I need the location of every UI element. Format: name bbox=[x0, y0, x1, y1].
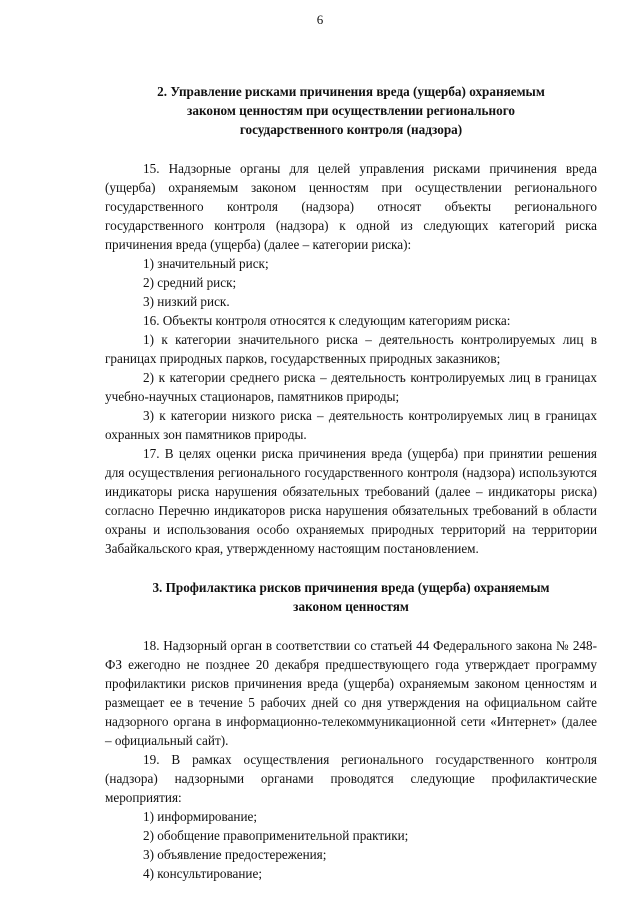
list-item: 3) низкий риск. bbox=[143, 294, 230, 309]
paragraph-18: 18. Надзорный орган в соответствии со статьей 44 Федерального закона № 248-ФЗ ежегодно не позднее 20 декабря предшествующего года утверждает программу профилактики рисков причинения вреда (ущерба) охраняемым законом ценностям и размещает ее в течение 5 рабочих дней со дня утверждения на официальном сайте надзорного органа в информационно-телекоммуникационной сети «Интернет» (далее – официальный сайт). bbox=[105, 638, 597, 748]
paragraph-19: 19. В рамках осуществления регионального государственного контроля (надзора) надзорными органами проводятся следующие профилактические мероприятия: bbox=[105, 752, 597, 805]
list-item: 1) информирование; bbox=[143, 809, 258, 824]
list-item: 3) объявление предостережения; bbox=[143, 847, 327, 862]
heading-line: государственного контроля (надзора) bbox=[239, 122, 463, 137]
document-body bbox=[105, 82, 597, 883]
heading-line: законом ценностям при осуществлении регионального bbox=[187, 103, 515, 118]
heading-line: 2. Управление рисками причинения вреда (ущерба) охраняемым bbox=[157, 84, 545, 99]
list-item: 2) обобщение правоприменительной практики; bbox=[143, 828, 409, 843]
paragraph-15: 15. Надзорные органы для целей управления рисками причинения вреда (ущерба) охраняемым законом ценностям при осуществлении регионального государственного контроля (надзора) относят объекты регионального государственного контроля (надзора) к одной из следующих категорий риска причинения вреда (ущерба) (далее – категории риска): bbox=[105, 161, 597, 252]
paragraph-16: 16. Объекты контроля относятся к следующим категориям риска: bbox=[143, 313, 511, 328]
list-item: 2) средний риск; bbox=[143, 275, 237, 290]
heading-line: законом ценностям bbox=[293, 599, 409, 614]
list-item: 2) к категории среднего риска – деятельность контролируемых лиц в границах учебно-научных стационаров, памятников природы; bbox=[105, 370, 597, 404]
list-item: 4) консультирование; bbox=[143, 866, 263, 881]
list-item: 3) к категории низкого риска – деятельность контролируемых лиц в границах охранных зон памятников природы. bbox=[105, 408, 597, 442]
paragraph-17: 17. В целях оценки риска причинения вреда (ущерба) при принятии решения для осуществления регионального государственного контроля (надзора) используются индикаторы риска нарушения обязательных требований (далее – индикаторы риска) согласно Перечню индикаторов риска нарушения обязательных требований в области охраны и использования особо охраняемых природных территорий на территории Забайкальского края, утвержденному настоящим постановлением. bbox=[105, 446, 597, 556]
list-item: 1) к категории значительного риска – деятельность контролируемых лиц в границах природных парков, государственных природных заказников; bbox=[105, 332, 597, 366]
heading-line: 3. Профилактика рисков причинения вреда (ущерба) охраняемым bbox=[152, 580, 550, 595]
section-2-heading bbox=[105, 82, 597, 139]
page-number: 6 bbox=[316, 12, 324, 27]
section-3-heading bbox=[105, 578, 597, 616]
list-item: 1) значительный риск; bbox=[143, 256, 269, 271]
